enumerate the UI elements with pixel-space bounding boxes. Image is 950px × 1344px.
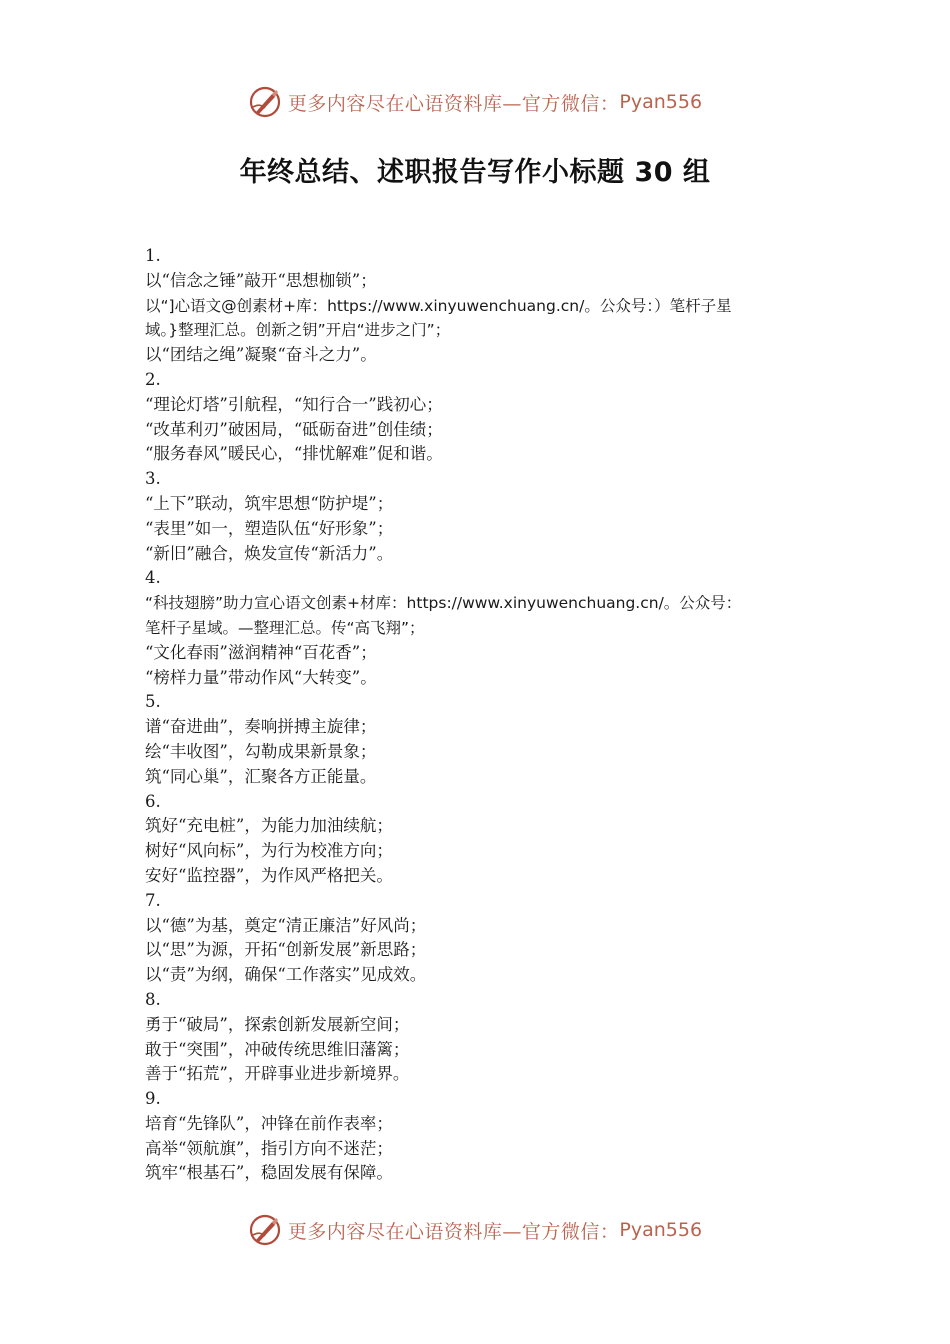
text-line: 筑好“充电桩”，为能力加油续航； xyxy=(145,816,393,836)
text-line: 以“]心语文@创素材+库：https://www.xinyuwenchuang.cn/。公众号：）笔杆子星 xyxy=(145,296,732,315)
group-number: 3. xyxy=(145,469,161,489)
text-line: 绘“丰收图”，勾勒成果新景象； xyxy=(145,741,377,761)
group-number: 5. xyxy=(145,692,161,712)
group-number: 2. xyxy=(145,369,161,389)
text-line: 安好“监控器”，为作风严格把关。 xyxy=(145,865,393,885)
text-line: 谱“奋进曲”，奏响拼搏主旋律； xyxy=(145,717,377,737)
text-line: 勇于“破局”，探索创新发展新空间； xyxy=(145,1014,410,1034)
banner-wechat-id: Pyan556 xyxy=(619,91,703,113)
text-line: 以“团结之绳”凝聚“奋斗之力”。 xyxy=(145,345,377,365)
text-line: “文化春雨”滋润精神“百花香”； xyxy=(145,642,377,662)
group-number: 7. xyxy=(145,890,161,910)
text-line: 以“思”为源，开拓“创新发展”新思路； xyxy=(145,940,427,960)
text-line: “理论灯塔”引航程，“知行合一”践初心； xyxy=(145,394,443,414)
text-line: 培育“先锋队”，冲锋在前作表率； xyxy=(145,1113,393,1133)
text-line: 善于“拓荒”，开辟事业进步新境界。 xyxy=(145,1064,410,1084)
text-line: 筑“同心巢”，汇聚各方正能量。 xyxy=(145,766,377,786)
banner-wechat-id: Pyan556 xyxy=(619,1219,703,1241)
text-line: “上下”联动，筑牢思想“防护堤”； xyxy=(145,493,394,513)
pen-logo-icon xyxy=(248,85,282,119)
text-line: “新旧”融合，焕发宣传“新活力”。 xyxy=(145,543,394,563)
text-line: 以“责”为纲，确保“工作落实”见成效。 xyxy=(145,965,427,985)
text-line: 筑牢“根基石”，稳固发展有保障。 xyxy=(145,1163,393,1183)
text-line: 树好“风向标”，为行为校准方向； xyxy=(145,841,393,861)
group-number: 6. xyxy=(145,791,161,811)
text-line: “科技翅膀”助力宣心语文创素+材库：https://www.xinyuwenchuang.cn/。公众号： xyxy=(145,594,742,613)
text-line: 以“信念之锤”敲开“思想枷锁”； xyxy=(145,270,377,290)
footer-watermark-banner xyxy=(0,1210,950,1250)
text-line: “榜样力量”带动作风“大转变”。 xyxy=(145,667,377,687)
banner-text: 更多内容尽在心语资料库—官方微信： xyxy=(287,1220,620,1243)
text-line: “服务春风”暖民心，“排忧解难”促和谐。 xyxy=(145,444,443,464)
text-line: “改革利刃”破困局，“砥砺奋进”创佳绩； xyxy=(145,419,443,439)
banner-text: 更多内容尽在心语资料库—官方微信： xyxy=(287,92,620,115)
page-title: 年终总结、述职报告写作小标题 30 组 xyxy=(239,157,711,188)
text-line: 以“德”为基，奠定“清正廉洁”好风尚； xyxy=(145,915,427,935)
text-line: 敢于“突围”，冲破传统思维旧藩篱； xyxy=(145,1039,410,1059)
text-line: “表里”如一，塑造队伍“好形象”； xyxy=(145,518,394,538)
group-number: 8. xyxy=(145,989,161,1009)
text-line: 笔杆子星域。—整理汇总。传“高飞翔”； xyxy=(145,618,425,637)
group-number: 4. xyxy=(145,568,161,588)
group-number: 1. xyxy=(145,246,161,265)
document-body xyxy=(145,244,815,1186)
group-number: 9. xyxy=(145,1089,161,1109)
pen-logo-icon xyxy=(248,1213,282,1247)
text-line: 高举“领航旗”，指引方向不迷茫； xyxy=(145,1138,393,1158)
header-watermark-banner xyxy=(0,82,950,122)
text-line: 域。}整理汇总。创新之钥”开启“进步之门”； xyxy=(145,321,451,340)
